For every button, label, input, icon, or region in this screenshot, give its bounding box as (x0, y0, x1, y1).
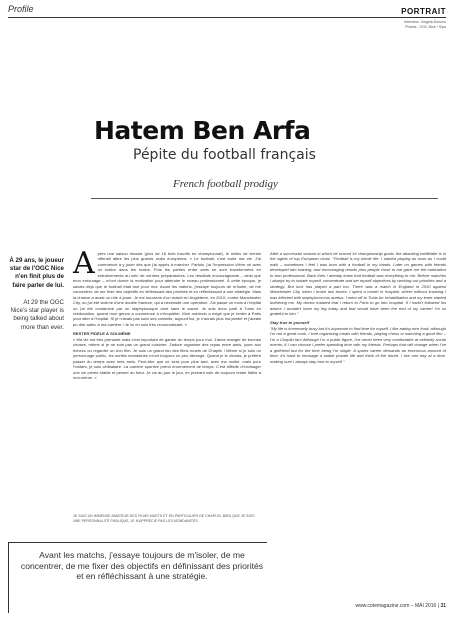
body-column-english (270, 251, 446, 364)
pull-quote-fr: À 29 ans, le joueur star de l'OGC Nice n'en finit plus de faire parler de lui. (9, 257, 64, 289)
photo-caption: JE SUIS UN IMMENSE AMATEUR DES FILMS MUETS ET EN PARTICULIER DE CHAPLIN. BIEN QUE JE SOIS UNE PERSONNALITÉ PUBLIQUE, JE N'APPRÉCIE PAS LES MONDANITÉS. (73, 514, 255, 523)
body-en-subhead: Stay true to yourself (270, 320, 310, 326)
drop-cap: A (73, 246, 95, 281)
footer-sep-1: – (410, 603, 415, 609)
article-title: Hatem Ben Arfa (94, 116, 311, 145)
page-footer (355, 603, 446, 609)
body-en-paragraph-1: After a successful season in which he scored 16 championship goals, the attacking midfielder is in the sights of top European clubs. "Football is my whole life. I started playing as soon as I could walk – sometimes I feel I was born with a football in my hands. Later on games with friends developed into training, and encouraging results plus people close to me gave me the motivation to turn professional. Back then I already knew that football was everything to me. Before matches I always try to isolate myself, concentrate and set myself objectives by working out priorities and a strategy. But luck has played a part too. There was a match in England in 2010 against Manchester City, when I broke two bones. I spent a month in hospital, where without knowing I was infected with staphylococcus aureus. I went off to Tunis for rehabilitation and my knee started bothering me. My doctor insisted that I return to Paris to go into hospital. If I hadn't followed his advice I wouldn't have my leg today and that would have been the end of my career! I'm so grateful to him." (270, 251, 446, 316)
section-label: Profile (8, 4, 34, 14)
article-subtitle: Pépite du football français (133, 147, 316, 163)
footer-sep-2: | (437, 603, 441, 609)
credit-interview: Interview : Angela Donovo (404, 20, 446, 24)
body-en-paragraph-2: "My life is immensely busy but it's important to find time for myself. I like eating nice food, although I'm not a great cook. I love organising meals with friends, playing chess or watching a good film – I'm a Chaplin fan! Although I'm a public figure, I've never been very comfortable at celebrity social events; if I can choose I prefer spending time with my friends. Perhaps that will change when I've a girlfriend but for the time being I'm single. A sports career demands an enormous amount of time; it's hard to envisage a stable private life and think of the future. I live one day at a time, making sure I always stay true to myself." (270, 325, 446, 364)
footer-site: www.cotemagazine.com (355, 603, 410, 609)
body-column-french (73, 246, 261, 380)
page-number: 31 (440, 603, 446, 609)
title-rule (91, 198, 438, 199)
footer-issue: MAI 2016 (414, 603, 437, 609)
header-rule (8, 17, 446, 18)
pull-quote-en: At 29 the OGC Nice's star player is being talked about more than ever. (10, 299, 64, 331)
category-label: PORTRAIT (401, 7, 446, 16)
body-fr-intro: près une saison réussie (plus de 16 buts inscrits en championnat), le milieu de terrain offensif attire les plus grands clubs européens. « Le football, c'est toute ma vie. J'ai commencé à y jouer dès que j'ai appris à marcher. Parfois, j'ai l'impression d'être né avec un ballon dans les mains. Puis les parties entre amis se sont transformées en entraînements au sein de centres préparatoires. Les résultats encourageants – ainsi que mon entourage – m'ont donné la motivation pour atteindre le niveau professionnel. À cette époque, je savais déjà que le football était tout pour moi. Avant les matchs, j'essaye toujours de m'isoler, de me concentrer, de me fixer des objectifs en définissant des priorités et en réfléchissant à une stratégie. Mais la chance a aussi un rôle à jouer. Je me souviens d'un match en Angleterre, en 2010, contre Manchester City, où j'ai été victime d'une double fracture, qui a nécessité une opération. J'ai passé un mois à l'hôpital où j'ai été contaminé par un staphylocoque dont sans le savoir. Je suis donc parti à Tunis en rééducation, quand mon genou a commencé à m'inquiéter. Mon médecin a exigé que je rentre à Paris pour aller à l'hôpital. Si je n'avais pas suivi ses conseils, aujourd'hui, je n'aurais plus ma jambe et j'aurais pu dire adieu à ma carrière ! Je lui en suis très reconnaissant. » (73, 251, 261, 327)
credit-photos: Photos : OGC Nice / Sipa (405, 25, 446, 29)
english-subtitle: French football prodigy (173, 178, 278, 190)
bottom-pull-quote: Avant les matchs, j'essaye toujours de m'isoler, de me concentrer, de me fixer des objectifs en définissant des priorités et en réfléchissant à une stratégie. (20, 550, 264, 582)
body-fr-paragraph-2: « Ma vie est très prenante mais c'est important de garder du temps pour moi. J'aime manger de bonnes choses, même si je ne suis pas un grand cuisinier. J'adore organiser des repas entre amis, jouer aux échecs ou regarder un bon film. Je suis un grand fan des films muets de Chaplin ! Même si je suis un personnage public, les sorties mondaines m'ont toujours un peu dérangé. Quand je le choisis, je préfère passer du temps avec mes amis. Peut-être que ce sera pour plus tard, avec ma moitié, mais pour l'instant, je suis célibataire. La carrière sportive prend énormément de temps. C'est difficile d'envisager une vie privée stable et penser au futur. Je vis au jour le jour, en prenant soin de toujours rester fidèle à moi-même. » (73, 336, 261, 380)
body-fr-subhead: RESTER FIDÈLE À SOI-MÊME (73, 331, 131, 337)
